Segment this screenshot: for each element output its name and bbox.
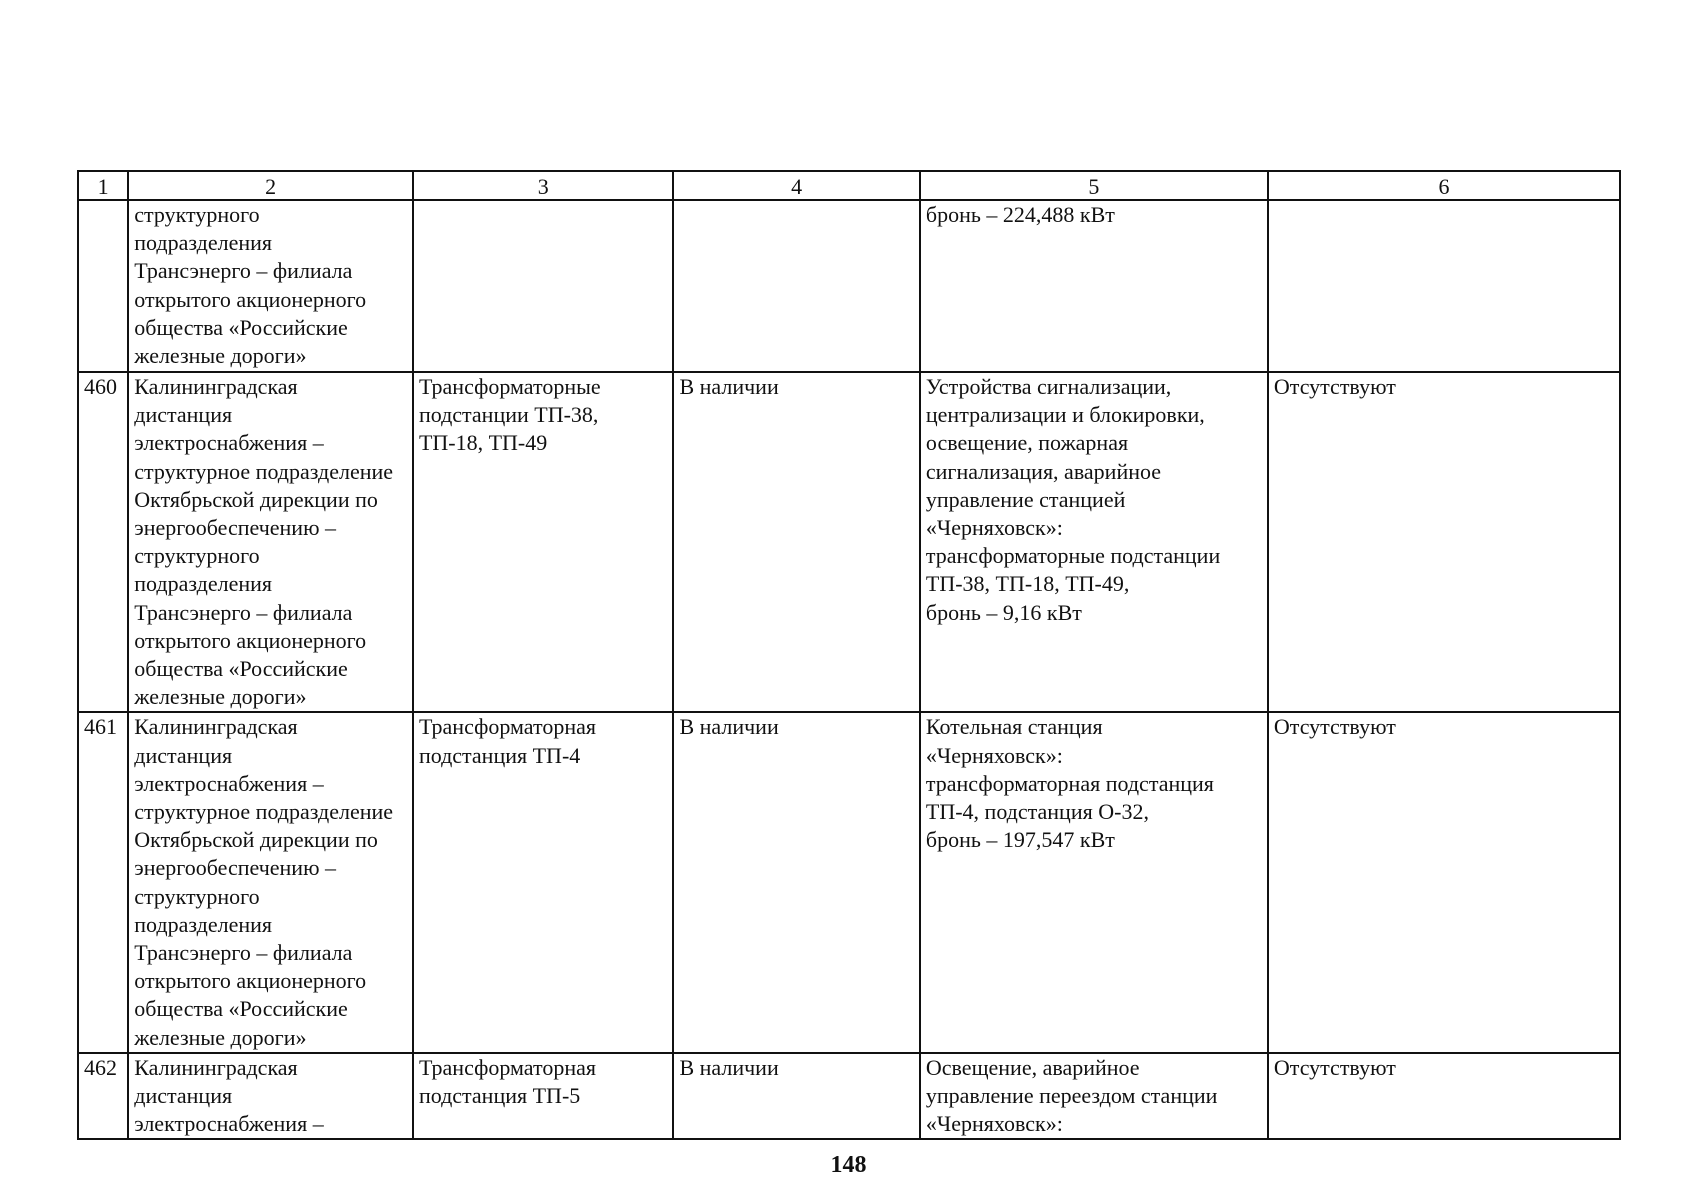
object-cell (413, 372, 674, 712)
cell-text-line: управление переездом станции (925, 1083, 1218, 1109)
cell-text-line: сигнализация, аварийное (925, 458, 1162, 484)
column-header-6: 6 (1268, 171, 1620, 200)
column-header-2: 2 (128, 171, 413, 200)
cell-text-line: подстанция ТП-5 (418, 1083, 581, 1109)
page-number: 148 (830, 1152, 867, 1178)
cell-text-line: структурного (134, 883, 260, 909)
cell-text-line: бронь – 224,488 кВт (925, 202, 1115, 227)
cell-text-line: управление станцией (925, 486, 1126, 512)
column-header-3: 3 (413, 171, 674, 200)
remarks-cell (1268, 712, 1620, 1052)
cell-text-line: трансформаторные подстанции (925, 543, 1221, 569)
cell-text-line: энергообеспечению – (134, 855, 337, 881)
organization-cell (128, 200, 413, 372)
cell-text-line: структурного (134, 202, 260, 227)
cell-text-line: электроснабжения – (134, 430, 324, 456)
cell-text-line: электроснабжения – (134, 770, 324, 796)
cell-text-line: открытого акционерного (134, 627, 367, 653)
cell-text-line: Котельная станция (925, 714, 1103, 740)
cell-text-line: энергообеспечению – (134, 515, 337, 541)
availability-cell (673, 1053, 919, 1140)
cell-text-line: Трансформаторные (418, 374, 601, 399)
cell-text-line: открытого акционерного (134, 286, 367, 312)
object-cell (413, 712, 674, 1052)
remarks-cell (1268, 1053, 1620, 1140)
description-cell (920, 200, 1268, 372)
cell-text-line: «Черняховск»: (925, 742, 1063, 768)
cell-text-line: В наличии (679, 1054, 779, 1080)
cell-text-line: Октябрьской дирекции по (134, 827, 378, 853)
description-cell (920, 372, 1268, 712)
object-cell (413, 200, 674, 372)
availability-cell (673, 372, 919, 712)
table-header-row (78, 171, 1620, 200)
cell-text-line: электроснабжения – (134, 1111, 324, 1137)
cell-text-line: освещение, пожарная (925, 430, 1129, 456)
cell-text-line: централизации и блокировки, (925, 402, 1205, 428)
table-row (78, 712, 1620, 1052)
cell-text-line: общества «Российские (134, 996, 348, 1022)
availability-cell (673, 200, 919, 372)
cell-text-line: Калининградская (134, 374, 298, 399)
cell-text-line: структурного (134, 543, 260, 569)
cell-text-line: подразделения (134, 911, 273, 937)
cell-text-line: открытого акционерного (134, 968, 367, 994)
row-number: 461 (78, 712, 128, 1052)
remarks-cell (1268, 372, 1620, 712)
organization-cell (128, 1053, 413, 1140)
cell-text-line: Трансэнерго – филиала (134, 258, 353, 284)
column-header-5: 5 (920, 171, 1268, 200)
cell-text-line: Октябрьской дирекции по (134, 486, 378, 512)
row-number (78, 200, 128, 372)
cell-text-line: трансформаторная подстанция (925, 770, 1214, 796)
remarks-cell (1268, 200, 1620, 372)
cell-text-line: Отсутствуют (1273, 1054, 1396, 1080)
cell-text-line: железные дороги» (134, 343, 307, 369)
cell-text-line: бронь – 197,547 кВт (925, 827, 1115, 853)
column-header-4: 4 (673, 171, 919, 200)
cell-text-line: подстанции ТП-38, (418, 402, 599, 428)
cell-text-line: дистанция (134, 742, 233, 768)
cell-text-line: Трансформаторная (418, 714, 596, 740)
cell-text-line: структурное подразделение (134, 799, 394, 825)
organization-cell (128, 712, 413, 1052)
cell-text-line: Трансэнерго – филиала (134, 599, 353, 625)
data-table (77, 170, 1621, 1140)
availability-cell (673, 712, 919, 1052)
cell-text-line: структурное подразделение (134, 458, 394, 484)
column-header-1: 1 (78, 171, 128, 200)
cell-text-line: общества «Российские (134, 314, 348, 340)
row-number: 460 (78, 372, 128, 712)
table-row (78, 1053, 1620, 1140)
description-cell (920, 712, 1268, 1052)
cell-text-line: В наличии (679, 714, 779, 740)
cell-text-line: дистанция (134, 1083, 233, 1109)
cell-text-line: Трансформаторная (418, 1054, 596, 1080)
cell-text-line: В наличии (679, 374, 779, 399)
cell-text-line: «Черняховск»: (925, 1111, 1063, 1137)
cell-text-line: «Черняховск»: (925, 515, 1063, 541)
description-cell (920, 1053, 1268, 1140)
cell-text-line: общества «Российские (134, 656, 348, 682)
cell-text-line: железные дороги» (134, 684, 307, 710)
cell-text-line: ТП-18, ТП-49 (418, 430, 548, 456)
cell-text-line: Устройства сигнализации, (925, 374, 1172, 399)
cell-text-line: железные дороги» (134, 1024, 307, 1050)
cell-text-line: подстанция ТП-4 (418, 742, 581, 768)
cell-text-line: Трансэнерго – филиала (134, 940, 353, 966)
cell-text-line: Калининградская (134, 714, 298, 740)
cell-text-line: ТП-38, ТП-18, ТП-49, (925, 571, 1130, 597)
cell-text-line: ТП-4, подстанция О-32, (925, 799, 1149, 825)
table-row-continuation (78, 200, 1620, 372)
table-row (78, 372, 1620, 712)
cell-text-line: подразделения (134, 571, 273, 597)
cell-text-line: подразделения (134, 230, 273, 256)
cell-text-line: бронь – 9,16 кВт (925, 599, 1082, 625)
cell-text-line: дистанция (134, 402, 233, 428)
cell-text-line: Отсутствуют (1273, 374, 1396, 399)
object-cell (413, 1053, 674, 1140)
cell-text-line: Освещение, аварийное (925, 1054, 1140, 1080)
organization-cell (128, 372, 413, 712)
cell-text-line: Отсутствуют (1273, 714, 1396, 740)
cell-text-line: Калининградская (134, 1054, 298, 1080)
row-number: 462 (78, 1053, 128, 1140)
